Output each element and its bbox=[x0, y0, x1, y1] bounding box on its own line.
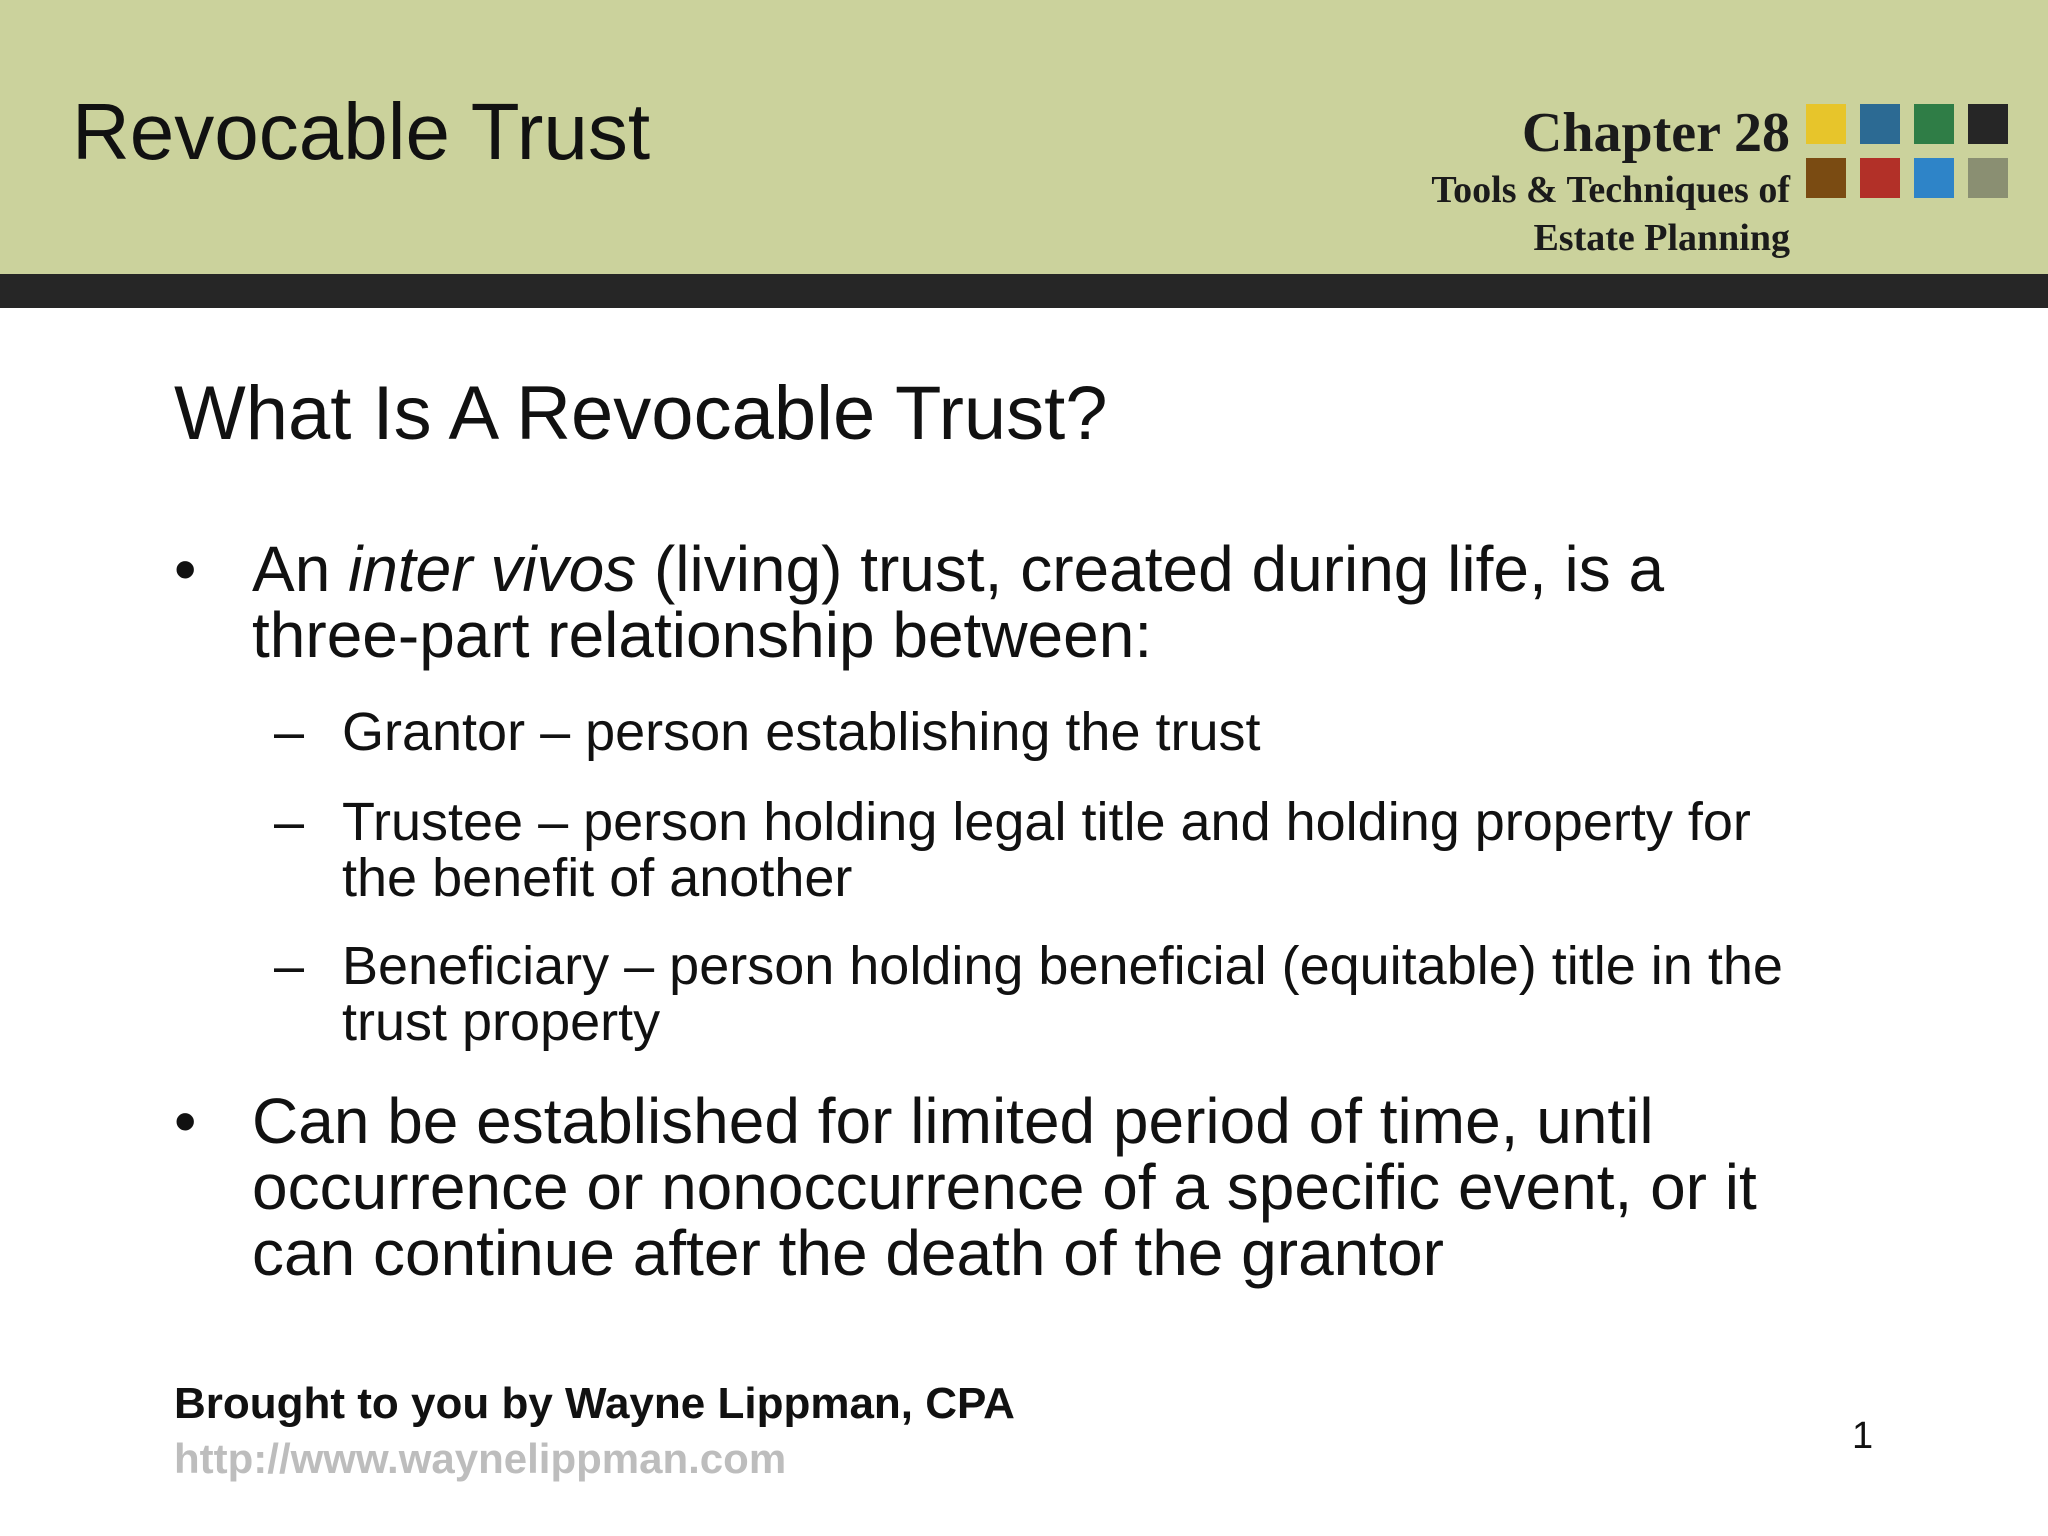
bullet-line bbox=[252, 533, 1952, 605]
logo-square-light-blue bbox=[1914, 158, 1954, 198]
logo-square-olive bbox=[1968, 158, 2008, 198]
footer-url[interactable]: http://www.waynelippman.com bbox=[174, 1435, 787, 1482]
bullet-line: Can be established for limited period of time, until bbox=[252, 1085, 1654, 1157]
dash-marker: – bbox=[274, 936, 305, 996]
sub-item-text bbox=[342, 704, 1922, 760]
sub-item-line: Beneficiary – person holding beneficial (equitable) title in the bbox=[342, 936, 1783, 996]
sub-item-text bbox=[342, 794, 1922, 906]
bullet-text bbox=[252, 533, 1952, 671]
bullet-marker: • bbox=[174, 1085, 197, 1157]
bullet-text-prefix: An bbox=[252, 533, 349, 605]
chapter-label: Chapter 28 bbox=[1521, 102, 1790, 164]
dash-marker: – bbox=[274, 792, 305, 852]
bullet-line: can continue after the death of the grantor bbox=[252, 1217, 1444, 1289]
book-title-line-2: Estate Planning bbox=[1533, 217, 1790, 259]
color-squares-logo bbox=[1806, 104, 2006, 204]
footer-credit: Brought to you by Wayne Lippman, CPA bbox=[174, 1379, 1015, 1428]
logo-square-blue bbox=[1860, 104, 1900, 144]
dash-marker: – bbox=[274, 702, 305, 762]
header-divider-bar bbox=[0, 274, 2048, 308]
bullet-text bbox=[252, 1085, 1952, 1289]
logo-square-black bbox=[1968, 104, 2008, 144]
sub-item-line: Grantor – person establishing the trust bbox=[342, 702, 1261, 762]
page-number: 1 bbox=[1852, 1415, 1874, 1457]
chapter-block bbox=[1431, 100, 1790, 262]
bullet-line: three-part relationship between: bbox=[252, 599, 1153, 671]
logo-square-yellow bbox=[1806, 104, 1846, 144]
bullet-text-rest: (living) trust, created during life, is a bbox=[636, 533, 1665, 605]
header-title: Revocable Trust bbox=[72, 87, 651, 176]
sub-item-text bbox=[342, 938, 1922, 1050]
bullet-marker: • bbox=[174, 533, 197, 605]
logo-square-green bbox=[1914, 104, 1954, 144]
logo-square-brown bbox=[1806, 158, 1846, 198]
logo-square-red bbox=[1860, 158, 1900, 198]
slide-title: What Is A Revocable Trust? bbox=[174, 371, 1108, 456]
book-title-line-1: Tools & Techniques of bbox=[1431, 169, 1790, 211]
sub-item-line: Trustee – person holding legal title and holding property for bbox=[342, 792, 1751, 852]
bullet-text-emphasis: inter vivos bbox=[348, 533, 637, 605]
header-band bbox=[0, 0, 2048, 274]
sub-item-line: trust property bbox=[342, 992, 661, 1052]
bullet-line: occurrence or nonoccurrence of a specific event, or it bbox=[252, 1151, 1757, 1223]
sub-item-line: the benefit of another bbox=[342, 848, 853, 908]
